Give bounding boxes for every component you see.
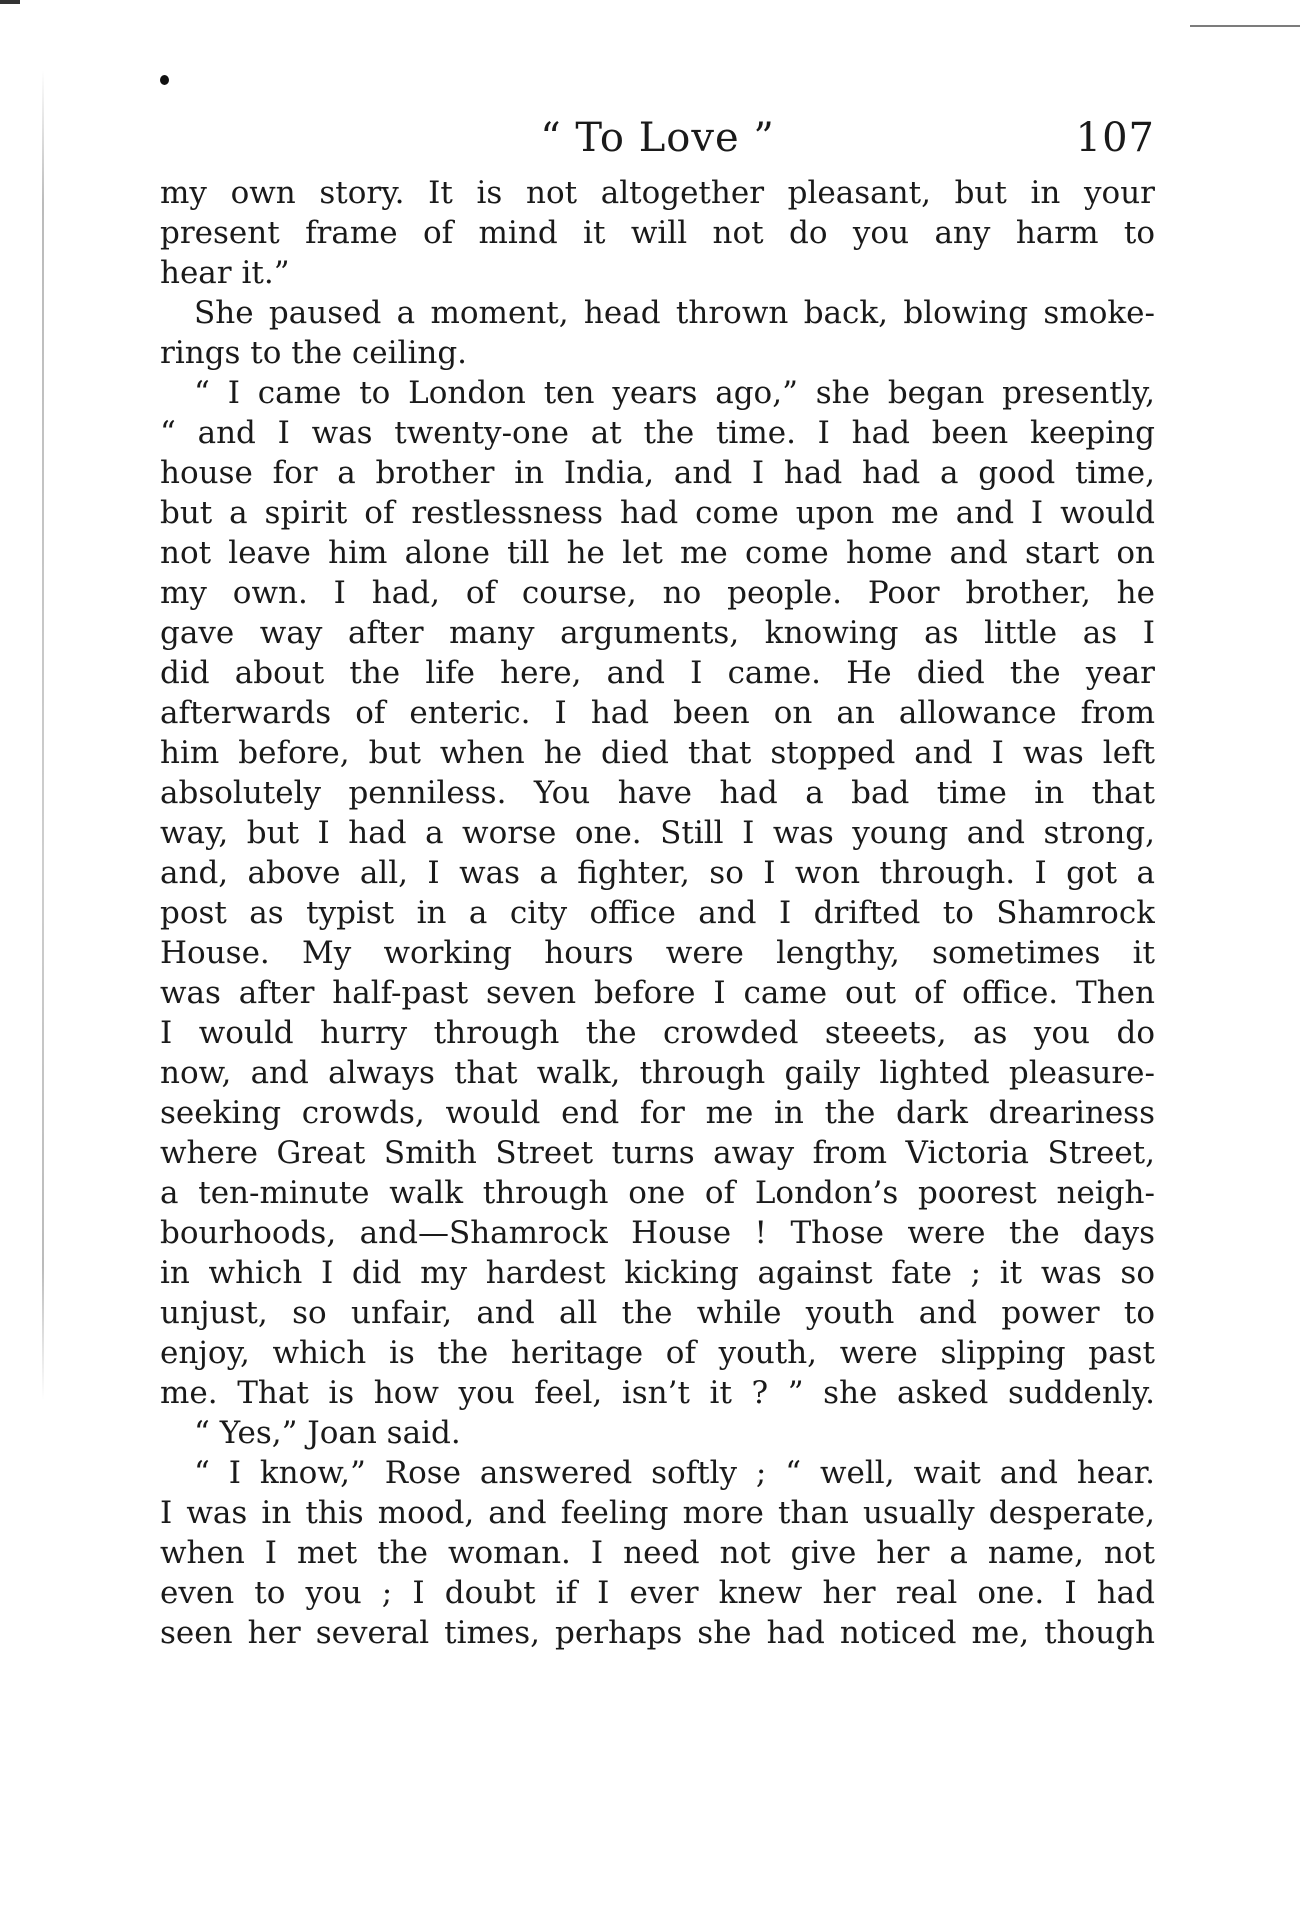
text-line: where Great Smith Street turns away from Victoria Street, xyxy=(160,1135,1155,1171)
text-line: in which I did my hardest kicking against fate ; it was so xyxy=(160,1255,1155,1291)
book-page xyxy=(160,115,1155,1653)
text-line: “ I know,” Rose answered softly ; “ well, wait and hear. xyxy=(194,1455,1155,1491)
text-line: post as typist in a city office and I drifted to Shamrock xyxy=(160,895,1155,931)
running-head xyxy=(160,115,1155,173)
text-line: house for a brother in India, and I had had a good time, xyxy=(160,455,1155,491)
text-line: bourhoods, and—Shamrock House ! Those were the days xyxy=(160,1215,1155,1251)
page-number: 107 xyxy=(1075,115,1155,161)
text-line: even to you ; I doubt if I ever knew her real one. I had xyxy=(160,1575,1155,1611)
text-line: seeking crowds, would end for me in the dark dreariness xyxy=(160,1095,1155,1131)
binding-shadow xyxy=(42,70,44,1400)
text-line: She paused a moment, head thrown back, blowing smoke- xyxy=(194,295,1155,331)
text-line: when I met the woman. I need not give her a name, not xyxy=(160,1535,1155,1571)
body-text xyxy=(160,173,1155,1653)
text-line: seen her several times, perhaps she had noticed me, though xyxy=(160,1615,1155,1651)
text-line: “ Yes,” Joan said. xyxy=(194,1415,461,1451)
text-line: absolutely penniless. You have had a bad time in that xyxy=(160,775,1155,811)
text-line: but a spirit of restlessness had come upon me and I would xyxy=(160,495,1155,531)
text-line: a ten-minute walk through one of London’s poorest neigh- xyxy=(160,1175,1155,1211)
text-line: and, above all, I was a fighter, so I won through. I got a xyxy=(160,855,1155,891)
text-line: present frame of mind it will not do you any harm to xyxy=(160,215,1155,251)
text-line: him before, but when he died that stopped and I was left xyxy=(160,735,1155,771)
text-line: now, and always that walk, through gaily lighted pleasure- xyxy=(160,1055,1155,1091)
text-line: House. My working hours were lengthy, sometimes it xyxy=(160,935,1155,971)
scan-edge-mark xyxy=(0,0,20,4)
running-title: “ To Love ” xyxy=(540,115,775,161)
text-line: my own story. It is not altogether pleasant, but in your xyxy=(160,175,1155,211)
text-line: “ I came to London ten years ago,” she began presently, xyxy=(194,375,1155,411)
text-line: gave way after many arguments, knowing as little as I xyxy=(160,615,1155,651)
text-line: did about the life here, and I came. He died the year xyxy=(160,655,1155,691)
text-line: afterwards of enteric. I had been on an allowance from xyxy=(160,695,1155,731)
text-line: I was in this mood, and feeling more than usually desperate, xyxy=(160,1495,1155,1531)
text-line: I would hurry through the crowded steeets, as you do xyxy=(160,1015,1155,1051)
text-line: “ and I was twenty-one at the time. I had been keeping xyxy=(160,415,1155,451)
scan-edge-line xyxy=(1190,25,1300,27)
text-line: unjust, so unfair, and all the while youth and power to xyxy=(160,1295,1155,1331)
text-line: enjoy, which is the heritage of youth, were slipping past xyxy=(160,1335,1155,1371)
text-line: way, but I had a worse one. Still I was young and strong, xyxy=(160,815,1155,851)
ink-dot xyxy=(160,75,169,85)
text-line: my own. I had, of course, no people. Poor brother, he xyxy=(160,575,1155,611)
text-line: was after half-past seven before I came out of office. Then xyxy=(160,975,1155,1011)
text-line: rings to the ceiling. xyxy=(160,335,468,371)
text-line: not leave him alone till he let me come home and start on xyxy=(160,535,1155,571)
text-line: me. That is how you feel, isn’t it ? ” she asked suddenly. xyxy=(160,1375,1155,1411)
text-line: hear it.” xyxy=(160,255,290,291)
